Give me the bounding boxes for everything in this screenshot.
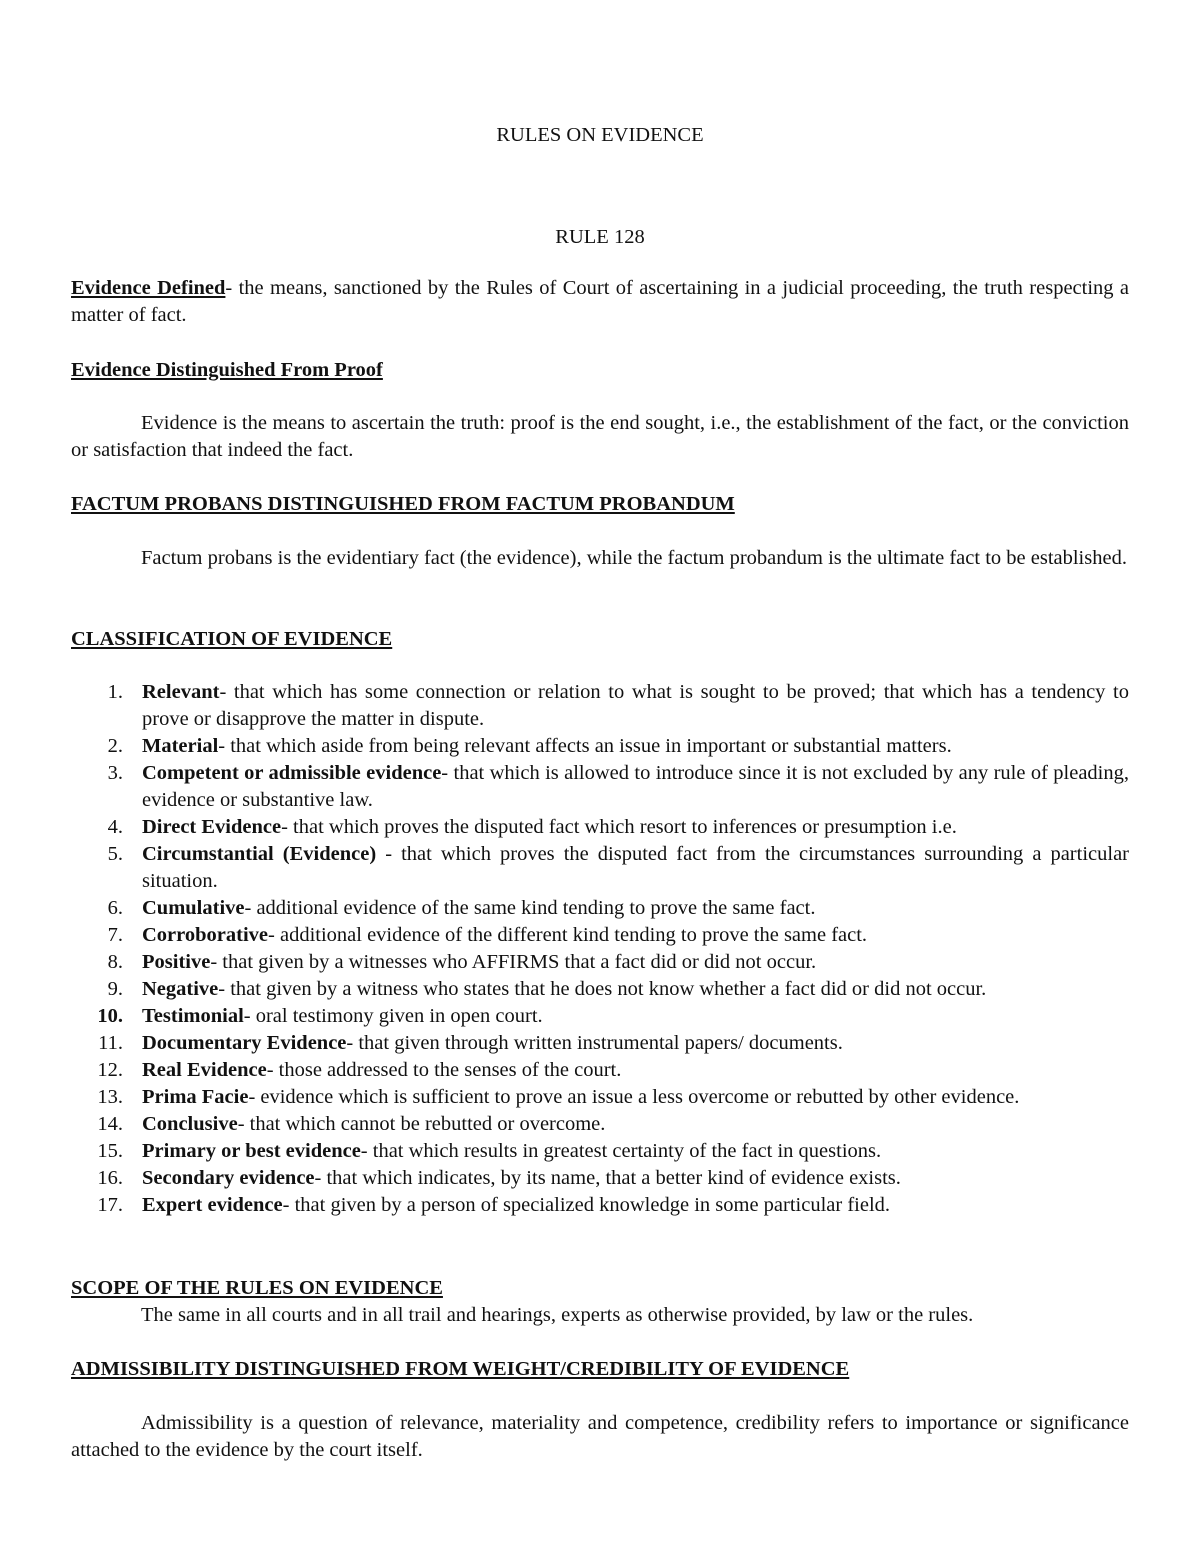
list-item xyxy=(71,1165,1129,1192)
list-item-term: Expert evidence xyxy=(142,1194,283,1216)
rule-title: RULE 128 xyxy=(555,226,645,248)
list-item xyxy=(71,1057,1129,1084)
list-item-text: - that which indicates, by its name, that a better kind of evidence exists. xyxy=(314,1167,901,1189)
list-item-number: 15. xyxy=(97,1140,123,1162)
classification-list xyxy=(71,679,1129,1219)
list-item xyxy=(71,976,1129,1003)
list-item-term: Material xyxy=(142,735,219,757)
list-item-term: Testimonial xyxy=(142,1005,244,1027)
list-item-text: - oral testimony given in open court. xyxy=(243,1005,543,1027)
list-item-term: Positive xyxy=(142,951,211,973)
list-item xyxy=(71,679,1129,733)
list-item xyxy=(71,1030,1129,1057)
list-item-text: - that given through written instrumental papers/ documents. xyxy=(346,1032,843,1054)
list-item-term: Primary or best evidence xyxy=(142,1140,361,1162)
list-item-number: 13. xyxy=(97,1086,123,1108)
list-item-number: 5. xyxy=(107,843,123,865)
list-item-text: - additional evidence of the same kind tending to prove the same fact. xyxy=(244,897,816,919)
evidence-defined-paragraph xyxy=(71,275,1129,329)
list-item-number: 8. xyxy=(107,951,123,973)
list-item-number: 17. xyxy=(97,1194,123,1216)
list-item-term: Competent or admissible evidence xyxy=(142,762,442,784)
list-item-text: - those addressed to the senses of the court. xyxy=(266,1059,622,1081)
list-item-number: 14. xyxy=(97,1113,123,1135)
list-item xyxy=(71,1192,1129,1219)
list-item-text: - that which is allowed to introduce since it is not excluded by any rule of pleading, evidence or substantive law. xyxy=(142,762,1129,811)
list-item-term: Circumstantial (Evidence) xyxy=(142,843,377,865)
document-title: RULES ON EVIDENCE xyxy=(496,124,704,146)
list-item-number: 16. xyxy=(97,1167,123,1189)
list-item-text: - that which cannot be rebutted or overcome. xyxy=(237,1113,606,1135)
list-item-number: 4. xyxy=(107,816,123,838)
list-item-term: Secondary evidence xyxy=(142,1167,315,1189)
list-item-text: - that given by a person of specialized knowledge in some particular field. xyxy=(282,1194,891,1216)
classification-heading: CLASSIFICATION OF EVIDENCE xyxy=(71,628,393,650)
list-item xyxy=(71,949,1129,976)
list-item-number: 7. xyxy=(107,924,123,946)
list-item-term: Relevant xyxy=(142,681,220,703)
list-item-number: 10. xyxy=(97,1005,123,1027)
list-item-number: 9. xyxy=(107,978,123,1000)
list-item xyxy=(71,922,1129,949)
evidence-defined-text: - the means, sanctioned by the Rules of Court of ascertaining in a judicial proceeding, the truth respecting a matter of fact. xyxy=(71,277,1130,326)
list-item-term: Negative xyxy=(142,978,219,1000)
list-item-term: Cumulative xyxy=(142,897,245,919)
list-item-term: Direct Evidence xyxy=(142,816,282,838)
list-item-number: 6. xyxy=(107,897,123,919)
list-item xyxy=(71,1003,1129,1030)
list-item-text: - that which proves the disputed fact which resort to inferences or presumption i.e. xyxy=(281,816,957,838)
list-item xyxy=(71,1111,1129,1138)
evidence-vs-proof-text: Evidence is the means to ascertain the truth: proof is the end sought, i.e., the establishment of the fact, or the conviction or satisfaction that indeed the fact. xyxy=(71,412,1129,461)
scope-text: The same in all courts and in all trail and hearings, experts as otherwise provided, by law or the rules. xyxy=(141,1304,974,1326)
list-item-term: Corroborative xyxy=(142,924,269,946)
list-item-number: 2. xyxy=(107,735,123,757)
scope-heading: SCOPE OF THE RULES ON EVIDENCE xyxy=(71,1277,443,1299)
list-item xyxy=(71,1084,1129,1111)
list-item-text: - that given by a witness who states that he does not know whether a fact did or did not occur. xyxy=(218,978,987,1000)
list-item xyxy=(71,760,1129,814)
list-item-number: 1. xyxy=(107,681,123,703)
list-item-term: Conclusive xyxy=(142,1113,238,1135)
evidence-vs-proof-heading: Evidence Distinguished From Proof xyxy=(71,359,383,381)
admissibility-heading: ADMISSIBILITY DISTINGUISHED FROM WEIGHT/CREDIBILITY OF EVIDENCE xyxy=(71,1358,850,1380)
list-item xyxy=(71,1138,1129,1165)
list-item-text: - evidence which is sufficient to prove an issue a less overcome or rebutted by other evidence. xyxy=(248,1086,1020,1108)
list-item-text: - that which aside from being relevant affects an issue in important or substantial matters. xyxy=(218,735,952,757)
list-item-text: - that given by a witnesses who AFFIRMS that a fact did or did not occur. xyxy=(210,951,817,973)
list-item-term: Real Evidence xyxy=(142,1059,267,1081)
list-item xyxy=(71,895,1129,922)
list-item-term: Documentary Evidence xyxy=(142,1032,347,1054)
list-item-number: 12. xyxy=(97,1059,123,1081)
list-item-number: 3. xyxy=(107,762,123,784)
factum-text: Factum probans is the evidentiary fact (the evidence), while the factum probandum is the ultimate fact to be established. xyxy=(141,547,1127,569)
admissibility-text: Admissibility is a question of relevance, materiality and competence, credibility refers to importance or significance attached to the evidence by the court itself. xyxy=(71,1412,1129,1461)
list-item xyxy=(71,814,1129,841)
list-item-term: Prima Facie xyxy=(142,1086,249,1108)
list-item-text: - additional evidence of the different kind tending to prove the same fact. xyxy=(268,924,868,946)
list-item-text: - that which results in greatest certainty of the fact in questions. xyxy=(360,1140,882,1162)
list-item-text: - that which proves the disputed fact from the circumstances surrounding a particular situation. xyxy=(142,843,1129,892)
factum-heading: FACTUM PROBANS DISTINGUISHED FROM FACTUM PROBANDUM xyxy=(71,493,735,515)
list-item-number: 11. xyxy=(98,1032,123,1054)
list-item xyxy=(71,841,1129,895)
list-item xyxy=(71,733,1129,760)
list-item-text: - that which has some connection or relation to what is sought to be proved; that which has a tendency to prove or disapprove the matter in dispute. xyxy=(142,681,1129,730)
evidence-defined-term: Evidence Defined xyxy=(71,277,226,299)
